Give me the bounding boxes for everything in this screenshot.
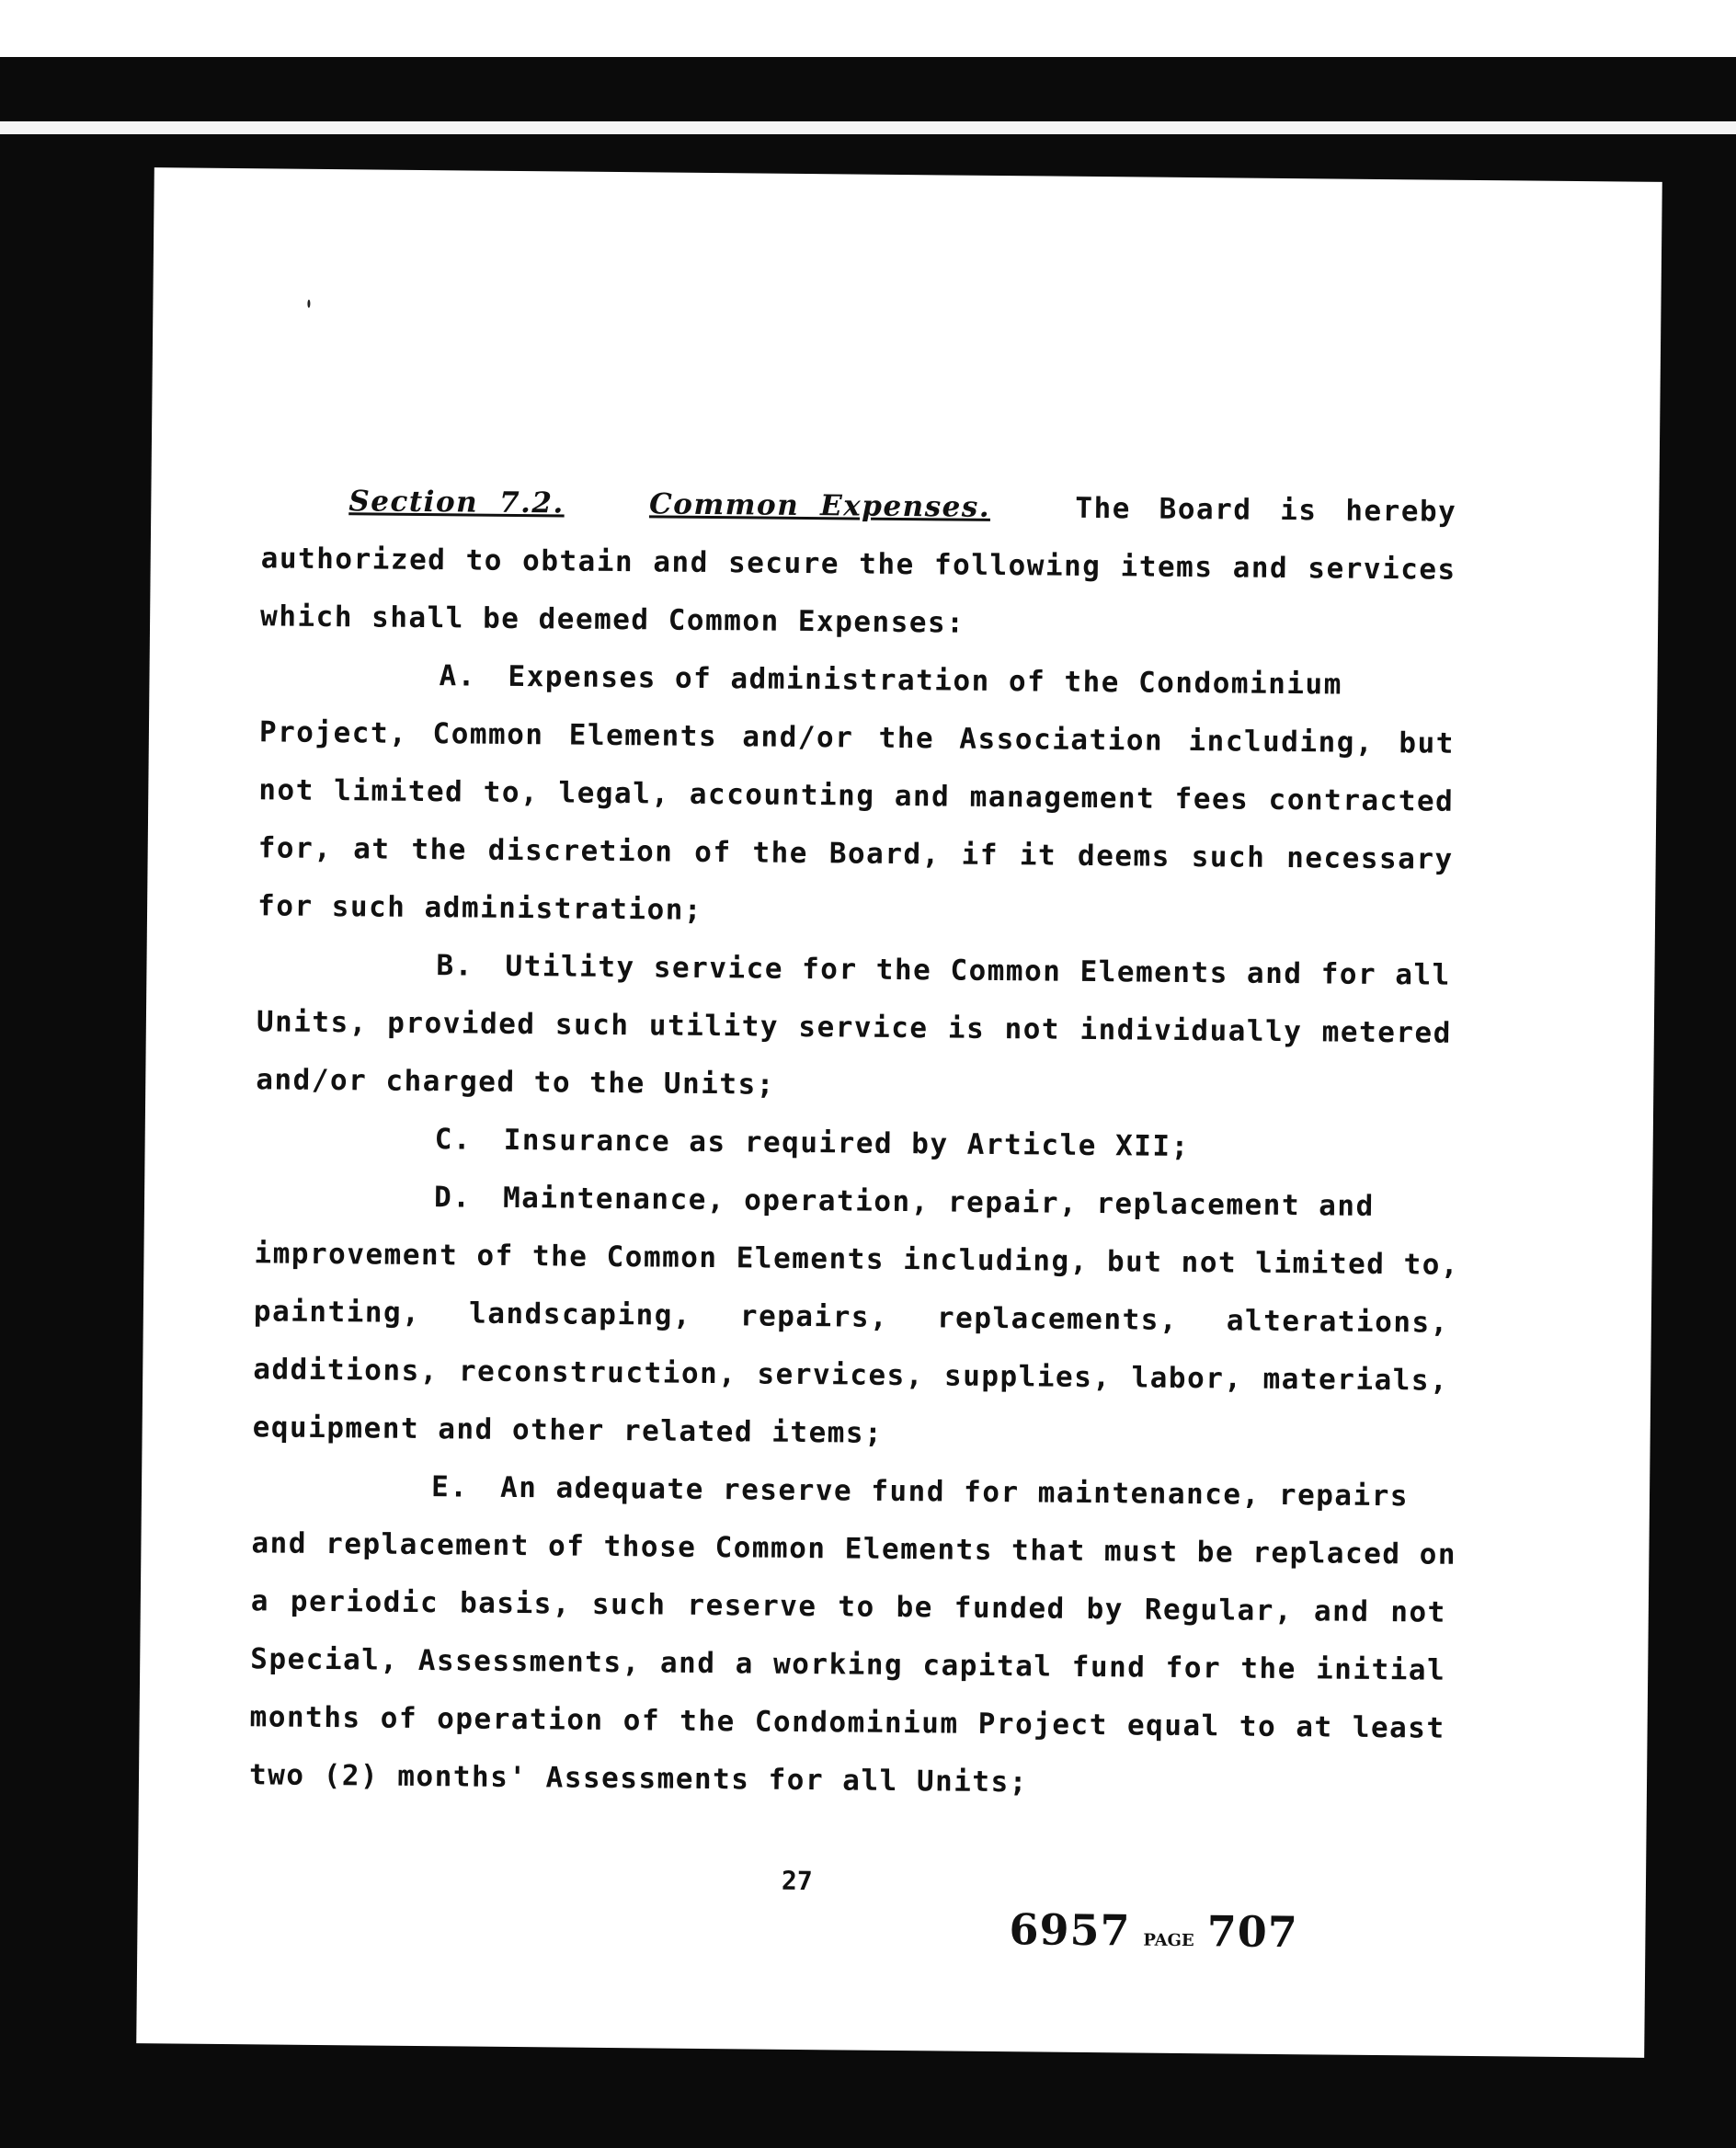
item-b-line-2: Units, provided such utility service is not individually metered (256, 1005, 1453, 1050)
item-a-line-4: for, at the discretion of the Board, if it deems such necessary (257, 831, 1454, 876)
item-e-letter: E. (430, 1470, 469, 1504)
item-e-line-3: a periodic basis, such reserve to be funded by Regular, and not (250, 1584, 1446, 1629)
item-d-line-3: painting, landscaping, repairs, replacements, alterations, (253, 1295, 1450, 1340)
item-d-letter: D. (433, 1181, 472, 1215)
item-c-text-1: Insurance as required by Article XII; (503, 1123, 1190, 1164)
section-text (248, 472, 1460, 1815)
book-page-stamp (1009, 1904, 1298, 1957)
scanner-light-strip (0, 121, 1736, 134)
scan-speck (307, 300, 310, 308)
stamp-book-number: 6957 (1009, 1904, 1131, 1956)
item-e-line-4: Special, Assessments, and a working capital fund for the initial (250, 1642, 1446, 1687)
section-title: Common Expenses. (648, 487, 991, 524)
item-a-letter: A. (439, 659, 477, 693)
item-b-line-3: and/or charged to the Units; (256, 1063, 776, 1102)
item-b-text-1: Utility service for the Common Elements and for all (505, 949, 1451, 992)
document-page (136, 167, 1662, 2058)
item-d-line-2: improvement of the Common Elements including, but not limited to, (254, 1237, 1460, 1282)
page-number: 27 (781, 1865, 813, 1897)
item-a-text-1: Expenses of administration of the Condominium (508, 659, 1343, 702)
section-label: Section 7.2. (348, 485, 565, 520)
item-e-line-2: and replacement of those Common Elements that must be replaced on (251, 1526, 1457, 1571)
item-d-text-1: Maintenance, operation, repair, replacement and (502, 1181, 1375, 1223)
item-d-line-5: equipment and other related items; (252, 1411, 884, 1450)
intro-line-1-tail: The Board is hereby (1075, 491, 1457, 529)
item-b-letter: B. (436, 949, 474, 983)
item-a-line-2: Project, Common Elements and/or the Association including, but (258, 715, 1456, 760)
item-d-line-4: additions, reconstruction, services, supplies, labor, materials, (253, 1353, 1449, 1398)
intro-line-3: which shall be deemed Common Expenses: (259, 600, 965, 640)
item-e-line-6: two (2) months' Assessments for all Units; (248, 1758, 1029, 1800)
stamp-page-word: PAGE (1143, 1930, 1194, 1951)
item-a-line-3: not limited to, legal, accounting and management fees contracted (258, 773, 1455, 818)
item-a-line-5: for such administration; (257, 889, 703, 927)
item-c-letter: C. (434, 1123, 473, 1157)
item-e-line-5: months of operation of the Condominium Project equal to at least (249, 1700, 1445, 1745)
scan-top-margin (0, 0, 1736, 57)
stamp-page-number: 707 (1206, 1906, 1299, 1958)
item-e-text-1: An adequate reserve fund for maintenance, repairs (499, 1470, 1410, 1514)
intro-line-2: authorized to obtain and secure the following items and services (260, 542, 1456, 587)
